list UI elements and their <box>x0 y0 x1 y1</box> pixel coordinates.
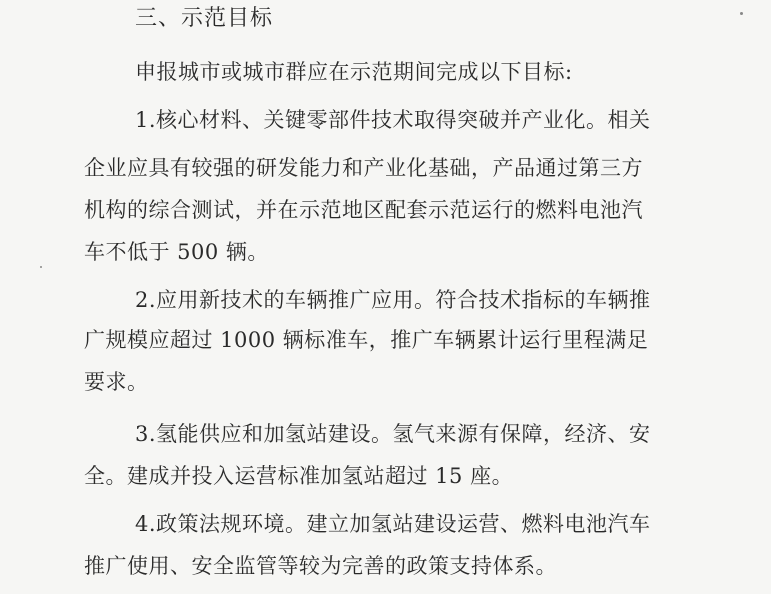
section-heading: 三、示范目标 <box>135 6 274 31</box>
scan-speck <box>740 12 743 15</box>
scan-speck <box>40 266 42 268</box>
intro-paragraph: 申报城市或城市群应在示范期间完成以下目标: <box>135 60 573 84</box>
goal-1-line-3: 机构的综合测试，并在示范地区配套示范运行的燃料电池汽 <box>84 198 643 222</box>
goal-3-line-1: 3.氢能供应和加氢站建设。氢气来源有保障，经济、安 <box>135 422 651 446</box>
goal-3-line-2: 全。建成并投入运营标准加氢站超过 15 座。 <box>84 464 514 488</box>
goal-1-line-2: 企业应具有较强的研发能力和产业化基础，产品通过第三方 <box>84 156 643 180</box>
goal-2-line-2: 广规模应超过 1000 辆标准车，推广车辆累计运行里程满足 <box>84 328 649 352</box>
goal-4-line-1: 4.政策法规环境。建立加氢站建设运营、燃料电池汽车 <box>135 512 651 536</box>
goal-4-line-2: 推广使用、安全监管等较为完善的政策支持体系。 <box>84 554 557 578</box>
goal-2-line-1: 2.应用新技术的车辆推广应用。符合技术指标的车辆推 <box>135 288 651 312</box>
goal-1-line-1: 1.核心材料、关键零部件技术取得突破并产业化。相关 <box>135 108 651 132</box>
goal-1-line-4: 车不低于 500 辆。 <box>84 240 269 264</box>
goal-2-line-3: 要求。 <box>84 370 149 394</box>
